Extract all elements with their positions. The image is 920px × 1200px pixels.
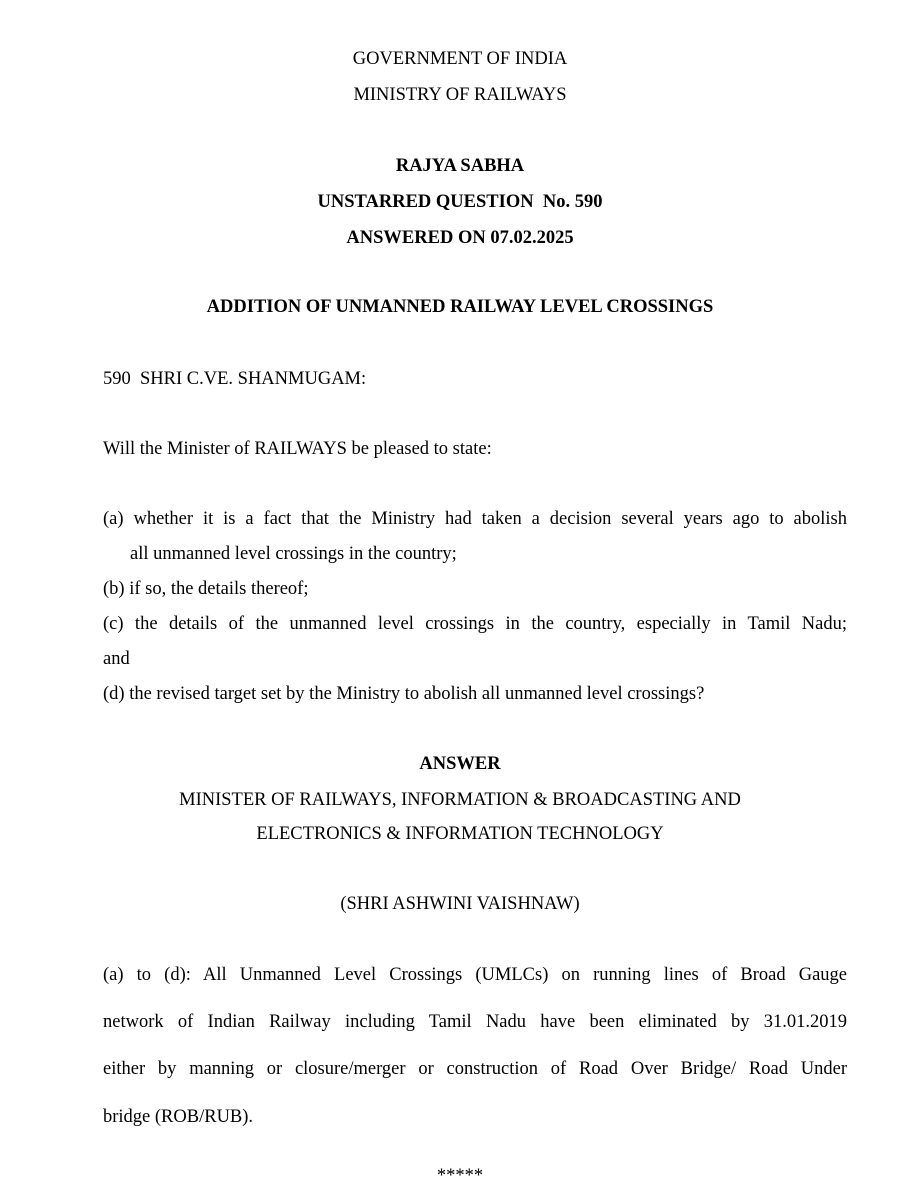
end-mark: ***** [436, 1166, 484, 1186]
question-number: UNSTARRED QUESTION No. 590 [317, 192, 603, 212]
minister-name: (SHRI ASHWINI VAISHNAW) [340, 894, 580, 914]
question-d: (d) the revised target set by the Ministry to abolish all unmanned level crossings? [103, 684, 705, 704]
question-b: (b) if so, the details thereof; [103, 579, 309, 599]
answer-text-line3: either by manning or closure/merger or construction of Road Over Bridge/ Road Under [103, 1059, 847, 1079]
question-c-line2: and [103, 649, 130, 669]
answered-date: ANSWERED ON 07.02.2025 [346, 228, 574, 248]
house-heading: RAJYA SABHA [395, 156, 525, 176]
government-heading: GOVERNMENT OF INDIA [352, 49, 568, 69]
intro-line: Will the Minister of RAILWAYS be pleased to state: [103, 439, 492, 459]
question-c-line1: (c) the details of the unmanned level crossings in the country, especially in Tamil Nadu; [103, 614, 847, 634]
minister-title-line1: MINISTER OF RAILWAYS, INFORMATION & BROADCASTING AND [179, 790, 741, 810]
question-a-line1: (a) whether it is a fact that the Ministry had taken a decision several years ago to abolish [103, 509, 847, 529]
answer-heading: ANSWER [419, 754, 501, 774]
question-a-line2: all unmanned level crossings in the country; [130, 544, 457, 564]
answer-text-line2: network of Indian Railway including Tamil Nadu have been eliminated by 31.01.2019 [103, 1012, 847, 1032]
subject-title: ADDITION OF UNMANNED RAILWAY LEVEL CROSSINGS [206, 297, 714, 317]
minister-title-line2: ELECTRONICS & INFORMATION TECHNOLOGY [256, 824, 664, 844]
answer-text-line4: bridge (ROB/RUB). [103, 1107, 254, 1127]
asker-line: 590 SHRI C.VE. SHANMUGAM: [103, 369, 367, 389]
answer-text-line1: (a) to (d): All Unmanned Level Crossings (UMLCs) on running lines of Broad Gauge [103, 965, 847, 985]
ministry-heading: MINISTRY OF RAILWAYS [353, 85, 567, 105]
